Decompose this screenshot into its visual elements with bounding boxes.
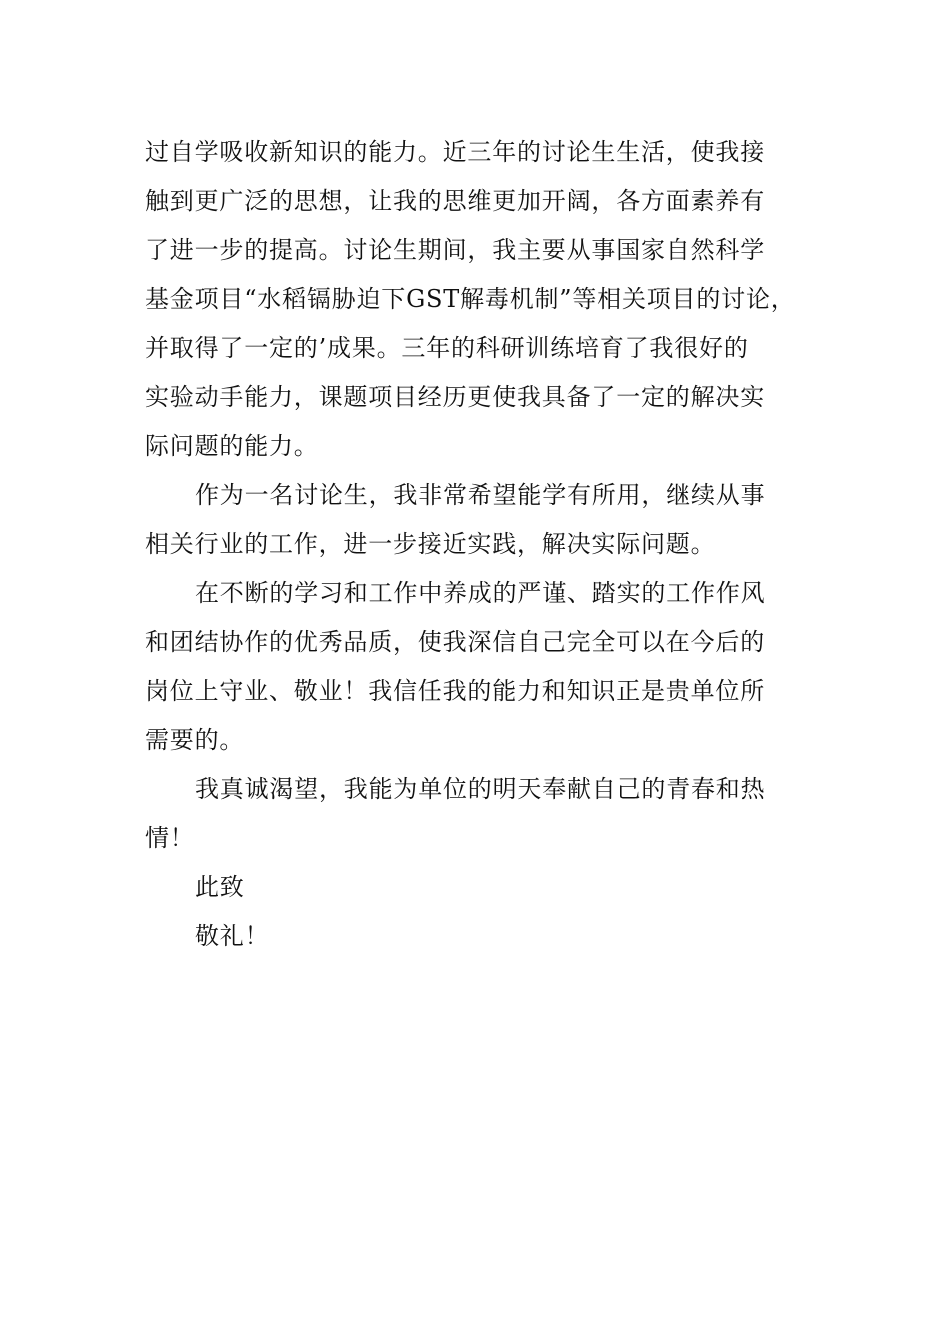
paragraph-2 (145, 471, 835, 569)
paragraph-3-line-4: 需要的。 (145, 726, 245, 754)
paragraph-2-line-1: 作为一名讨论生，我非常希望能学有所用，继续从事 (195, 481, 766, 509)
paragraph-4-line-2: 情！ (145, 824, 195, 852)
paragraph-3-line-1: 在不断的学习和工作中养成的严谨、踏实的工作作风 (195, 579, 766, 607)
paragraph-1-line-3: 了进一步的提高。讨论生期间，我主要从事国家自然科学 (145, 236, 765, 264)
paragraph-3-line-2: 和团结协作的优秀品质，使我深信自己完全可以在今后的 (145, 628, 765, 656)
paragraph-2-line-2: 相关行业的工作，进一步接近实践，解决实际问题。 (145, 530, 716, 558)
paragraph-1 (145, 128, 835, 471)
paragraph-1-line-6: 实验动手能力，课题项目经历更使我具备了一定的解决实 (145, 383, 765, 411)
paragraph-4-line-1: 我真诚渴望，我能为单位的明天奉献自己的青春和热 (195, 775, 766, 803)
paragraph-3 (145, 569, 835, 765)
closing-regards: 敬礼！ (195, 922, 270, 950)
closing (145, 863, 835, 961)
paragraph-3-line-3: 岗位上守业、敬业！我信任我的能力和知识正是贵单位所 (145, 677, 765, 705)
paragraph-1-line-2: 触到更广泛的思想，让我的思维更加开阔，各方面素养有 (145, 187, 765, 215)
letter-body (145, 128, 835, 961)
paragraph-1-line-7: 际问题的能力。 (145, 432, 319, 460)
paragraph-1-line-5: 并取得了一定的’成果。三年的科研训练培育了我很好的 (145, 334, 749, 362)
paragraph-4 (145, 765, 835, 863)
closing-salutation: 此致 (195, 873, 245, 901)
paragraph-1-line-1: 过自学吸收新知识的能力。近三年的讨论生生活，使我接 (145, 138, 765, 166)
paragraph-1-line-4: 基金项目“水稻镉胁迫下GST解毒机制”等相关项目的讨论， (145, 285, 796, 313)
